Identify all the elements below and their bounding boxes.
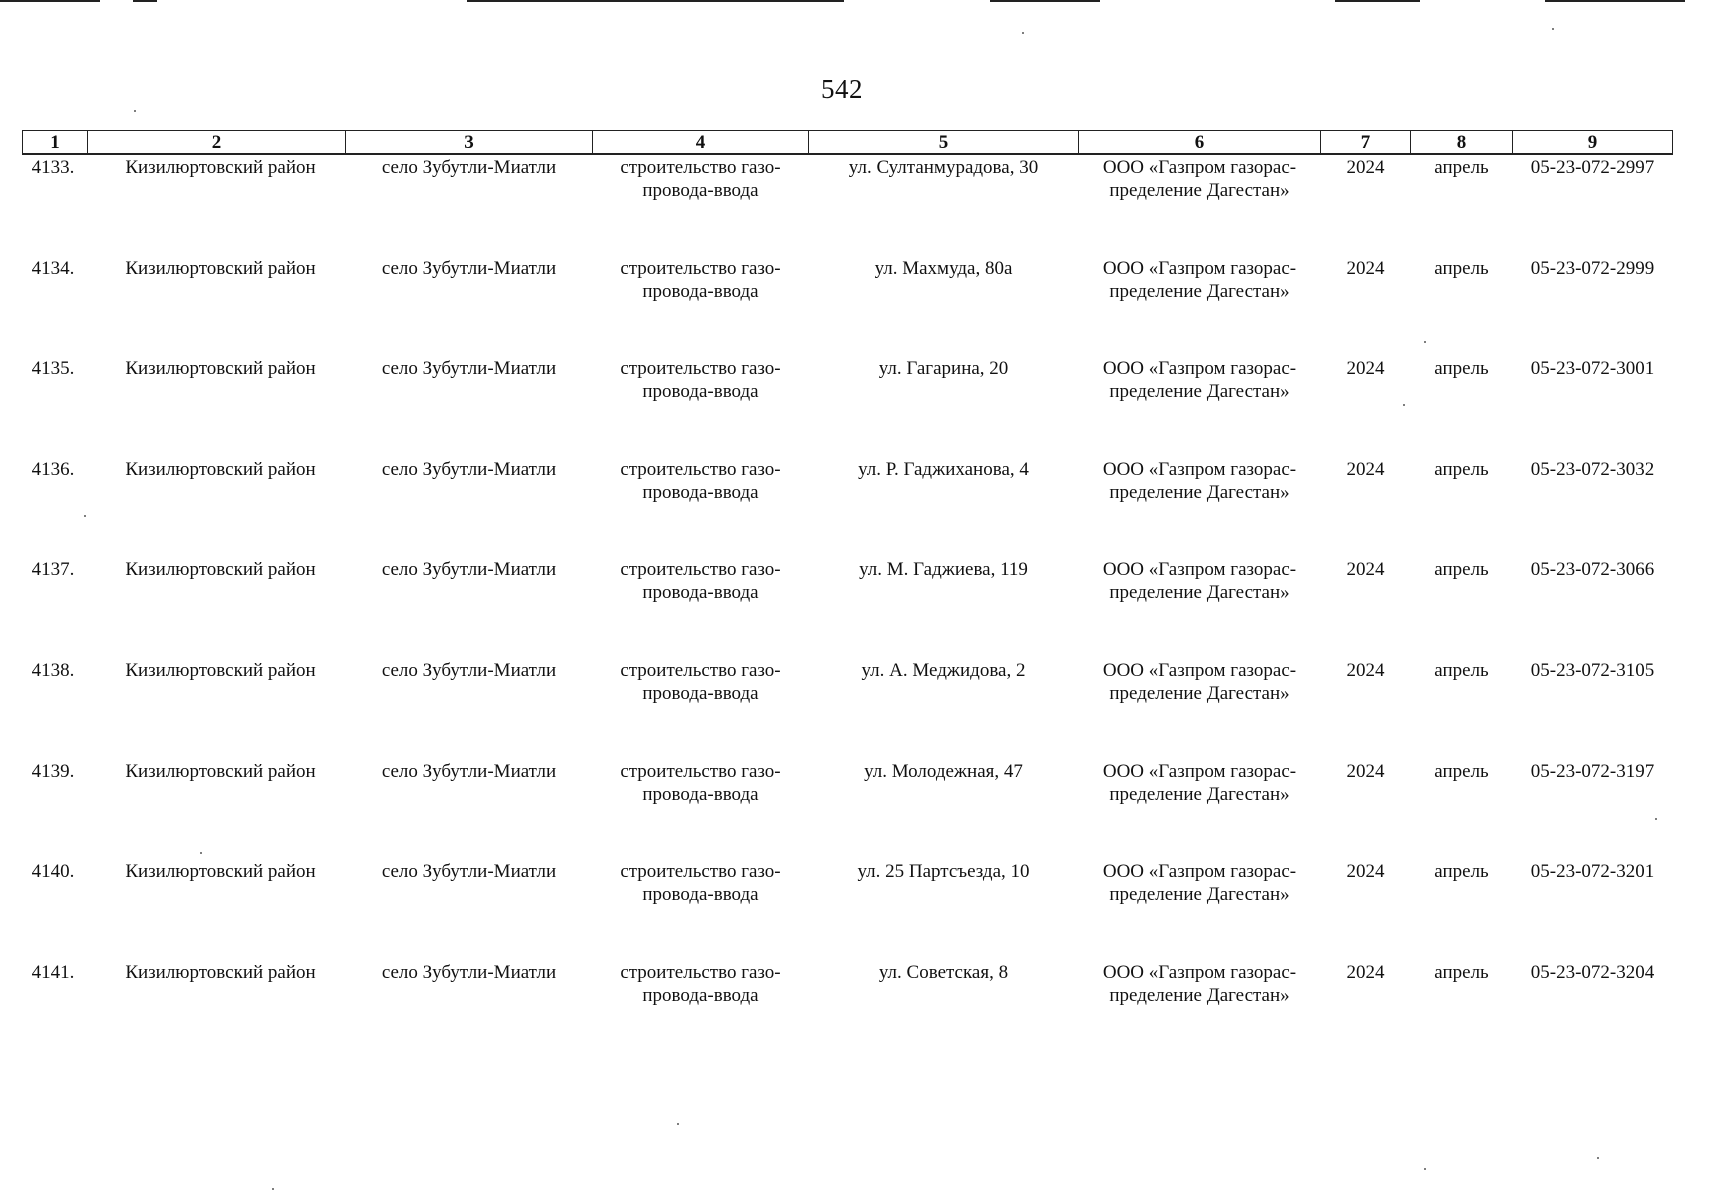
locality-cell: село Зубутли-Миатли <box>381 961 557 983</box>
scan-speck <box>1424 1168 1426 1170</box>
column-header: 8 <box>1411 131 1513 155</box>
row-number: 4138. <box>31 659 75 681</box>
address-cell: ул. Р. Гаджиханова, 4 <box>858 458 1029 480</box>
column-header: 1 <box>23 131 88 155</box>
work-type-line: строительство газо- <box>620 257 781 279</box>
organization-cell <box>1079 357 1321 458</box>
table-row <box>23 257 1673 358</box>
column-header: 2 <box>88 131 346 155</box>
year-cell: 2024 <box>1346 659 1385 681</box>
organization-line: пределение Дагестан» <box>1109 884 1290 906</box>
locality-cell: село Зубутли-Миатли <box>381 157 557 178</box>
organization-line: ООО «Газпром газорас- <box>1102 760 1297 782</box>
work-type-cell <box>593 257 809 358</box>
year-cell: 2024 <box>1346 559 1385 581</box>
district-cell: Кизилюртовский район <box>125 961 316 983</box>
code-cell: 05-23-072-3197 <box>1530 760 1655 782</box>
row-number: 4133. <box>31 157 75 178</box>
scan-edge-rule <box>1545 0 1685 2</box>
organization-line: ООО «Газпром газорас- <box>1102 659 1297 681</box>
scan-speck <box>272 1188 274 1190</box>
code-cell: 05-23-072-2997 <box>1530 157 1655 178</box>
work-type-cell <box>593 357 809 458</box>
row-number: 4140. <box>31 861 75 883</box>
district-cell: Кизилюртовский район <box>125 257 316 279</box>
header-row <box>23 131 1673 155</box>
table-row <box>23 659 1673 760</box>
address-cell: ул. Молодежная, 47 <box>864 760 1023 782</box>
scan-edge-rule <box>133 0 157 2</box>
page-number: 542 <box>821 74 863 104</box>
month-cell: апрель <box>1434 358 1489 380</box>
organization-cell <box>1079 257 1321 358</box>
organization-line: ООО «Газпром газорас- <box>1102 458 1297 480</box>
row-number: 4136. <box>31 458 75 480</box>
locality-cell: село Зубутли-Миатли <box>381 659 557 681</box>
work-type-line: строительство газо- <box>620 157 781 178</box>
organization-cell <box>1079 760 1321 861</box>
organization-cell <box>1079 154 1321 257</box>
locality-cell: село Зубутли-Миатли <box>381 760 557 782</box>
row-number: 4135. <box>31 358 75 380</box>
work-type-cell <box>593 961 809 1062</box>
locality-cell: село Зубутли-Миатли <box>381 358 557 380</box>
table-row <box>23 961 1673 1062</box>
organization-line: пределение Дагестан» <box>1109 280 1290 302</box>
code-cell: 05-23-072-3204 <box>1530 961 1655 983</box>
district-cell: Кизилюртовский район <box>125 157 316 178</box>
scan-edge-rule <box>990 0 1100 2</box>
organization-cell <box>1079 558 1321 659</box>
row-number: 4141. <box>31 961 75 983</box>
year-cell: 2024 <box>1346 157 1385 178</box>
organization-line: ООО «Газпром газорас- <box>1102 157 1297 178</box>
address-cell: ул. Махмуда, 80а <box>874 257 1013 279</box>
code-cell: 05-23-072-3105 <box>1530 659 1655 681</box>
work-type-cell <box>593 558 809 659</box>
organization-line: пределение Дагестан» <box>1109 783 1290 805</box>
work-type-line: строительство газо- <box>620 358 781 380</box>
code-cell: 05-23-072-3201 <box>1530 861 1655 883</box>
column-header: 3 <box>346 131 593 155</box>
work-type-line: провода-ввода <box>642 884 759 906</box>
month-cell: апрель <box>1434 559 1489 581</box>
year-cell: 2024 <box>1346 358 1385 380</box>
work-type-line: провода-ввода <box>642 984 759 1006</box>
table-body <box>23 154 1673 1061</box>
code-cell: 05-23-072-3032 <box>1530 458 1655 480</box>
scan-edge-rule <box>467 0 844 2</box>
work-type-line: строительство газо- <box>620 559 781 581</box>
organization-line: пределение Дагестан» <box>1109 582 1290 604</box>
work-type-line: провода-ввода <box>642 481 759 503</box>
work-type-cell <box>593 458 809 559</box>
locality-cell: село Зубутли-Миатли <box>381 257 557 279</box>
organization-line: ООО «Газпром газорас- <box>1102 257 1297 279</box>
year-cell: 2024 <box>1346 458 1385 480</box>
month-cell: апрель <box>1434 458 1489 480</box>
scan-speck <box>1597 1157 1599 1159</box>
work-type-line: провода-ввода <box>642 783 759 805</box>
scan-edge-rule <box>1335 0 1420 2</box>
district-cell: Кизилюртовский район <box>125 861 316 883</box>
work-type-line: провода-ввода <box>642 682 759 704</box>
column-header: 7 <box>1321 131 1411 155</box>
district-cell: Кизилюртовский район <box>125 559 316 581</box>
address-cell: ул. М. Гаджиева, 119 <box>859 559 1028 581</box>
organization-cell <box>1079 458 1321 559</box>
year-cell: 2024 <box>1346 257 1385 279</box>
registry-table <box>22 130 1673 1061</box>
organization-line: пределение Дагестан» <box>1109 682 1290 704</box>
organization-line: пределение Дагестан» <box>1109 381 1290 403</box>
work-type-line: строительство газо- <box>620 961 781 983</box>
work-type-line: провода-ввода <box>642 280 759 302</box>
district-cell: Кизилюртовский район <box>125 458 316 480</box>
organization-cell <box>1079 659 1321 760</box>
table-header <box>23 131 1673 155</box>
organization-line: ООО «Газпром газорас- <box>1102 861 1297 883</box>
district-cell: Кизилюртовский район <box>125 358 316 380</box>
work-type-line: провода-ввода <box>642 180 759 201</box>
organization-cell <box>1079 961 1321 1062</box>
work-type-line: строительство газо- <box>620 760 781 782</box>
year-cell: 2024 <box>1346 760 1385 782</box>
scan-speck <box>1552 28 1554 30</box>
column-header: 9 <box>1513 131 1673 155</box>
locality-cell: село Зубутли-Миатли <box>381 559 557 581</box>
table-row <box>23 558 1673 659</box>
code-cell: 05-23-072-3066 <box>1530 559 1655 581</box>
code-cell: 05-23-072-2999 <box>1530 257 1655 279</box>
row-number: 4139. <box>31 760 75 782</box>
scan-speck <box>134 110 136 112</box>
locality-cell: село Зубутли-Миатли <box>381 458 557 480</box>
organization-cell <box>1079 860 1321 961</box>
column-header: 5 <box>809 131 1079 155</box>
code-cell: 05-23-072-3001 <box>1530 358 1655 380</box>
work-type-cell <box>593 154 809 257</box>
column-header: 6 <box>1079 131 1321 155</box>
address-cell: ул. А. Меджидова, 2 <box>861 659 1026 681</box>
locality-cell: село Зубутли-Миатли <box>381 861 557 883</box>
organization-line: ООО «Газпром газорас- <box>1102 559 1297 581</box>
table-row <box>23 357 1673 458</box>
month-cell: апрель <box>1434 157 1489 178</box>
table-row <box>23 154 1673 257</box>
work-type-cell <box>593 659 809 760</box>
scan-edge-rule <box>0 0 100 2</box>
month-cell: апрель <box>1434 760 1489 782</box>
organization-line: пределение Дагестан» <box>1109 481 1290 503</box>
table-row <box>23 458 1673 559</box>
scan-speck <box>677 1123 679 1125</box>
work-type-line: провода-ввода <box>642 582 759 604</box>
table-row <box>23 860 1673 961</box>
year-cell: 2024 <box>1346 961 1385 983</box>
month-cell: апрель <box>1434 961 1489 983</box>
organization-line: пределение Дагестан» <box>1109 180 1290 201</box>
address-cell: ул. 25 Партсъезда, 10 <box>857 861 1030 883</box>
address-cell: ул. Султанмурадова, 30 <box>848 157 1039 178</box>
row-number: 4137. <box>31 559 75 581</box>
scan-speck <box>1022 32 1024 34</box>
month-cell: апрель <box>1434 257 1489 279</box>
work-type-line: строительство газо- <box>620 659 781 681</box>
work-type-cell <box>593 760 809 861</box>
district-cell: Кизилюртовский район <box>125 659 316 681</box>
address-cell: ул. Советская, 8 <box>878 961 1009 983</box>
district-cell: Кизилюртовский район <box>125 760 316 782</box>
work-type-line: строительство газо- <box>620 861 781 883</box>
address-cell: ул. Гагарина, 20 <box>878 358 1009 380</box>
organization-line: ООО «Газпром газорас- <box>1102 358 1297 380</box>
year-cell: 2024 <box>1346 861 1385 883</box>
row-number: 4134. <box>31 257 75 279</box>
organization-line: пределение Дагестан» <box>1109 984 1290 1006</box>
column-header: 4 <box>593 131 809 155</box>
month-cell: апрель <box>1434 659 1489 681</box>
organization-line: ООО «Газпром газорас- <box>1102 961 1297 983</box>
work-type-cell <box>593 860 809 961</box>
work-type-line: строительство газо- <box>620 458 781 480</box>
table-row <box>23 760 1673 861</box>
work-type-line: провода-ввода <box>642 381 759 403</box>
month-cell: апрель <box>1434 861 1489 883</box>
